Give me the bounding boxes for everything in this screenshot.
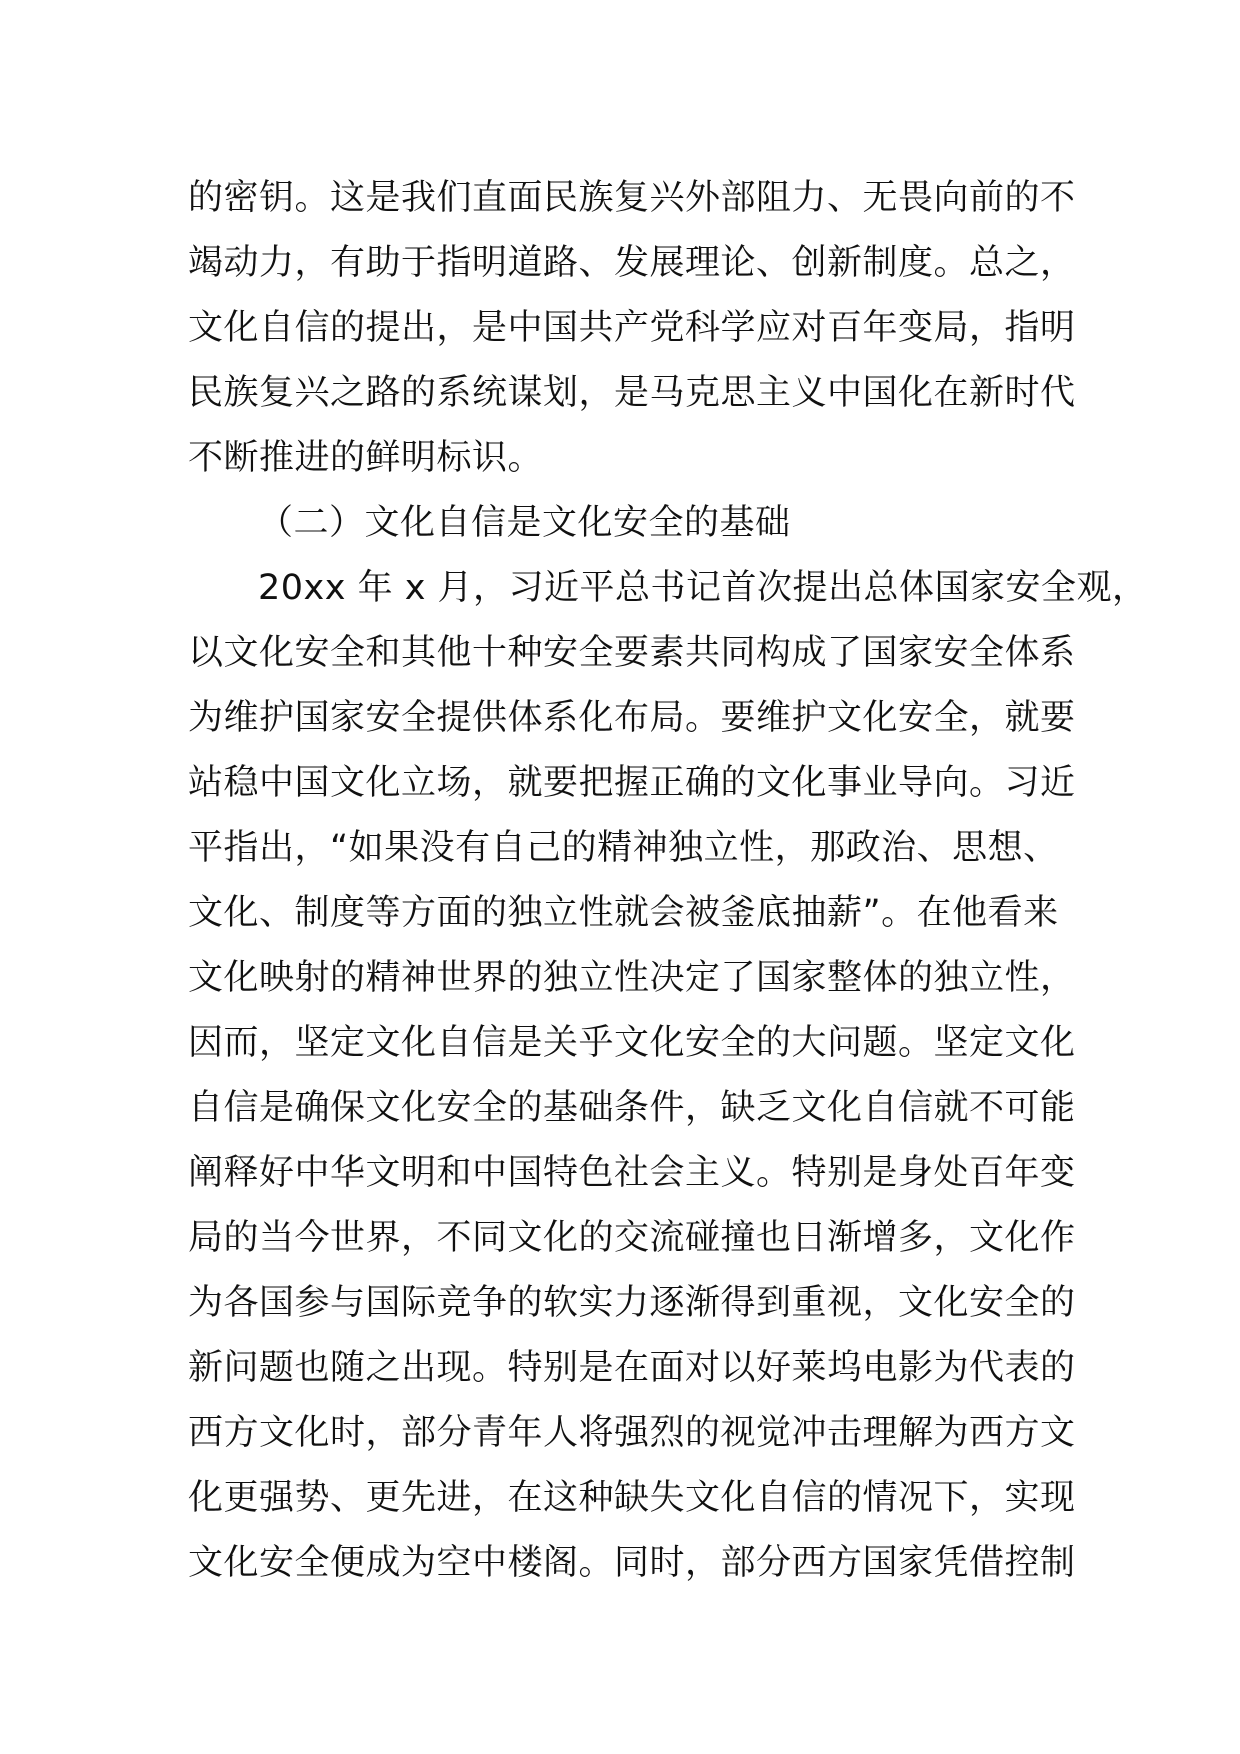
body-text: [188, 166, 1148, 1596]
text-line: 西方文化时，部分青年人将强烈的视觉冲击理解为西方文: [188, 1413, 1076, 1453]
text-line: 平指出，“如果没有自己的精神独立性，那政治、思想、: [188, 828, 1059, 868]
text-line: 为维护国家安全提供体系化布局。要维护文化安全，就要: [188, 698, 1076, 738]
text-line: 文化自信的提出，是中国共产党科学应对百年变局，指明: [188, 308, 1076, 348]
paragraph-start-line: 20xx 年 x 月，习近平总书记首次提出总体国家安全观，: [258, 568, 1148, 608]
text-line: 文化、制度等方面的独立性就会被釜底抽薪”。在他看来: [188, 893, 1059, 933]
text-line: 新问题也随之出现。特别是在面对以好莱坞电影为代表的: [188, 1348, 1076, 1388]
text-line: 文化映射的精神世界的独立性决定了国家整体的独立性，: [188, 958, 1076, 998]
text-line: 以文化安全和其他十种安全要素共同构成了国家安全体系: [188, 633, 1076, 673]
text-line: 民族复兴之路的系统谋划，是马克思主义中国化在新时代: [188, 373, 1076, 413]
text-line: 的密钥。这是我们直面民族复兴外部阻力、无畏向前的不: [188, 178, 1076, 218]
text-line: 文化安全便成为空中楼阁。同时，部分西方国家凭借控制: [188, 1543, 1076, 1583]
text-line: 因而，坚定文化自信是关乎文化安全的大问题。坚定文化: [188, 1023, 1076, 1063]
text-line: 阐释好中华文明和中国特色社会主义。特别是身处百年变: [188, 1153, 1076, 1193]
text-line: 局的当今世界，不同文化的交流碰撞也日渐增多，文化作: [188, 1218, 1076, 1258]
section-heading: （二）文化自信是文化安全的基础: [258, 503, 791, 543]
text-line: 化更强势、更先进，在这种缺失文化自信的情况下，实现: [188, 1478, 1076, 1518]
text-line: 自信是确保文化安全的基础条件，缺乏文化自信就不可能: [188, 1088, 1076, 1128]
text-line: 竭动力，有助于指明道路、发展理论、创新制度。总之，: [188, 243, 1076, 283]
text-line: 不断推进的鲜明标识。: [188, 438, 544, 478]
text-line: 站稳中国文化立场，就要把握正确的文化事业导向。习近: [188, 763, 1076, 803]
text-line: 为各国参与国际竞争的软实力逐渐得到重视，文化安全的: [188, 1283, 1076, 1323]
